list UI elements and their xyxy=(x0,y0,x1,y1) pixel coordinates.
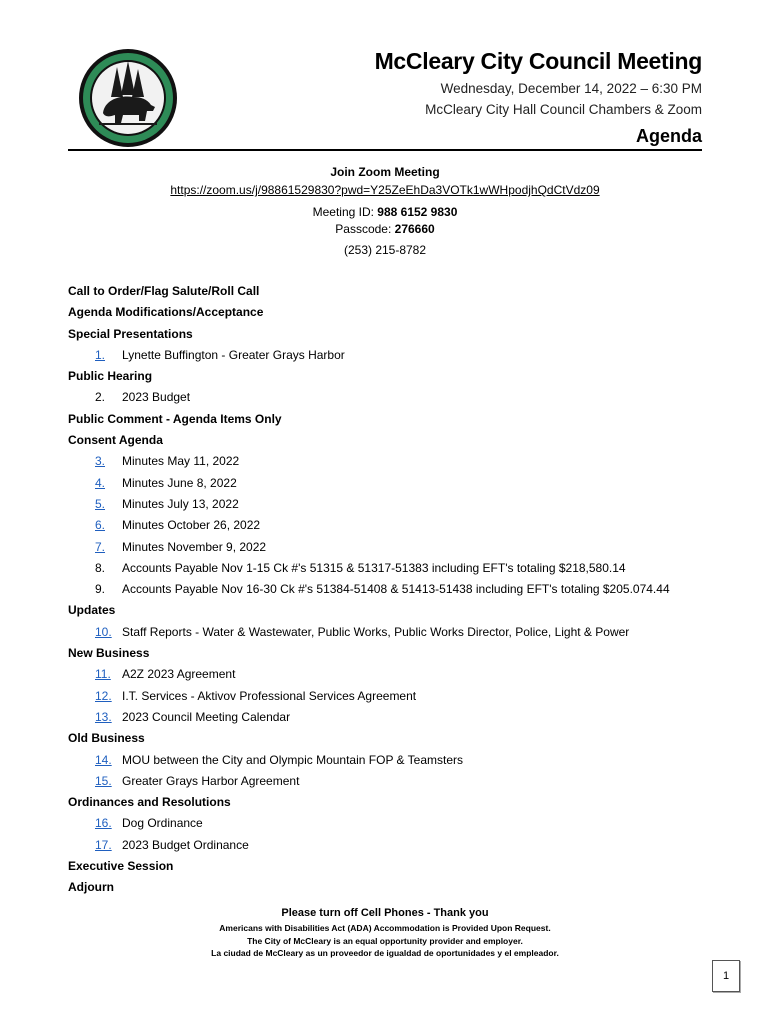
zoom-passcode xyxy=(68,222,702,236)
section-executive-session: Executive Session xyxy=(68,859,174,874)
agenda-item-text: Staff Reports - Water & Wastewater, Public Works, Public Works Director, Police, Light & Power xyxy=(122,624,630,639)
section-special-presentations: Special Presentations xyxy=(68,326,193,341)
agenda-item-text: Greater Grays Harbor Agreement xyxy=(122,773,300,788)
agenda-item-text: Minutes May 11, 2022 xyxy=(122,454,240,469)
agenda-item-text: Accounts Payable Nov 16-30 Ck #'s 51384-51408 & 51413-51438 including EFT's totaling $205.074.44 xyxy=(122,582,670,597)
agenda-item-16 xyxy=(68,813,718,834)
agenda-item-9 xyxy=(68,579,718,600)
section-consent-agenda: Consent Agenda xyxy=(68,433,163,448)
agenda-item-text: A2Z 2023 Agreement xyxy=(122,667,236,682)
agenda-list xyxy=(68,281,718,899)
meeting-id-value: 988 6152 9830 xyxy=(377,205,458,219)
agenda-item-link[interactable]: 5. xyxy=(95,496,106,511)
passcode-value: 276660 xyxy=(394,222,435,236)
agenda-item-number: 8. xyxy=(95,560,106,575)
footer-ada-notice: Americans with Disabilities Act (ADA) Accommodation is Provided Upon Request. xyxy=(219,923,551,933)
meeting-date: Wednesday, December 14, 2022 – 6:30 PM xyxy=(440,81,702,96)
agenda-item-link[interactable]: 13. xyxy=(95,709,112,724)
section-new-business: New Business xyxy=(68,646,150,661)
agenda-item-text: Lynette Buffington - Greater Grays Harbor xyxy=(122,347,345,362)
agenda-item-6 xyxy=(68,515,718,536)
footer-equal-opportunity-es: La ciudad de McCleary as un proveedor de igualdad de oportunidades y el empleador. xyxy=(211,948,559,958)
page-number: 1 xyxy=(712,960,740,992)
agenda-item-link[interactable]: 10. xyxy=(95,624,112,639)
zoom-heading: Join Zoom Meeting xyxy=(330,165,440,179)
agenda-item-text: I.T. Services - Aktivov Professional Services Agreement xyxy=(122,688,417,703)
agenda-item-11 xyxy=(68,664,718,685)
zoom-link[interactable]: https://zoom.us/j/98861529830?pwd=Y25ZeEhDa3VOTk1wWHpodjhQdCtVdz09 xyxy=(170,183,600,197)
section-adjourn: Adjourn xyxy=(68,880,114,895)
agenda-item-text: Dog Ordinance xyxy=(122,816,203,831)
agenda-item-text: 2023 Council Meeting Calendar xyxy=(122,709,291,724)
agenda-item-link[interactable]: 16. xyxy=(95,816,112,831)
section-public-comment: Public Comment - Agenda Items Only xyxy=(68,411,282,426)
agenda-item-text: Accounts Payable Nov 1-15 Ck #'s 51315 & 51317-51383 including EFT's totaling $218,580.14 xyxy=(122,560,626,575)
section-ordinances-resolutions: Ordinances and Resolutions xyxy=(68,795,231,810)
agenda-item-link[interactable]: 3. xyxy=(95,454,106,469)
agenda-item-link[interactable]: 6. xyxy=(95,518,106,533)
section-call-to-order: Call to Order/Flag Salute/Roll Call xyxy=(68,284,260,298)
agenda-item-5 xyxy=(68,494,718,515)
agenda-item-10 xyxy=(68,622,718,643)
agenda-item-15 xyxy=(68,771,718,792)
zoom-phone: (253) 215-8782 xyxy=(343,243,427,257)
agenda-item-link[interactable]: 4. xyxy=(95,475,106,490)
meeting-id-label: Meeting ID: xyxy=(312,205,378,219)
meeting-title: McCleary City Council Meeting xyxy=(374,48,702,74)
agenda-item-link[interactable]: 1. xyxy=(95,347,106,362)
agenda-item-text: 2023 Budget Ordinance xyxy=(122,837,249,852)
section-updates: Updates xyxy=(68,603,116,618)
agenda-item-14 xyxy=(68,750,718,771)
agenda-item-4 xyxy=(68,473,718,494)
footer-equal-opportunity-en: The City of McCleary is an equal opportunity provider and employer. xyxy=(247,936,523,946)
agenda-item-text: Minutes November 9, 2022 xyxy=(122,539,267,554)
agenda-item-7 xyxy=(68,537,718,558)
agenda-item-17 xyxy=(68,835,718,856)
agenda-item-text: Minutes October 26, 2022 xyxy=(122,518,261,533)
agenda-item-3 xyxy=(68,451,718,472)
agenda-heading: Agenda xyxy=(635,126,702,146)
city-seal-logo xyxy=(77,47,179,149)
agenda-item-text: MOU between the City and Olympic Mountain FOP & Teamsters xyxy=(122,752,464,767)
section-agenda-modifications: Agenda Modifications/Acceptance xyxy=(68,305,264,320)
agenda-item-2 xyxy=(68,387,718,408)
agenda-item-link[interactable]: 12. xyxy=(95,688,112,703)
agenda-item-8 xyxy=(68,558,718,579)
header-divider xyxy=(68,149,702,151)
agenda-item-link[interactable]: 7. xyxy=(95,539,106,554)
agenda-item-number: 9. xyxy=(95,582,106,597)
passcode-label: Passcode: xyxy=(335,222,395,236)
zoom-meeting-id xyxy=(68,205,702,219)
agenda-item-13 xyxy=(68,707,718,728)
meeting-location: McCleary City Hall Council Chambers & Zoom xyxy=(425,102,702,117)
agenda-item-text: 2023 Budget xyxy=(122,390,191,405)
agenda-item-text: Minutes June 8, 2022 xyxy=(122,475,237,490)
footer-phones-notice: Please turn off Cell Phones - Thank you xyxy=(281,907,489,919)
agenda-item-1 xyxy=(68,345,718,366)
agenda-item-link[interactable]: 17. xyxy=(95,837,112,852)
agenda-item-text: Minutes July 13, 2022 xyxy=(122,496,239,511)
agenda-item-number: 2. xyxy=(95,390,106,405)
agenda-item-link[interactable]: 14. xyxy=(95,752,112,767)
agenda-item-link[interactable]: 11. xyxy=(95,667,111,682)
agenda-item-link[interactable]: 15. xyxy=(95,773,112,788)
section-public-hearing: Public Hearing xyxy=(68,369,153,384)
agenda-item-12 xyxy=(68,686,718,707)
section-old-business: Old Business xyxy=(68,731,145,746)
